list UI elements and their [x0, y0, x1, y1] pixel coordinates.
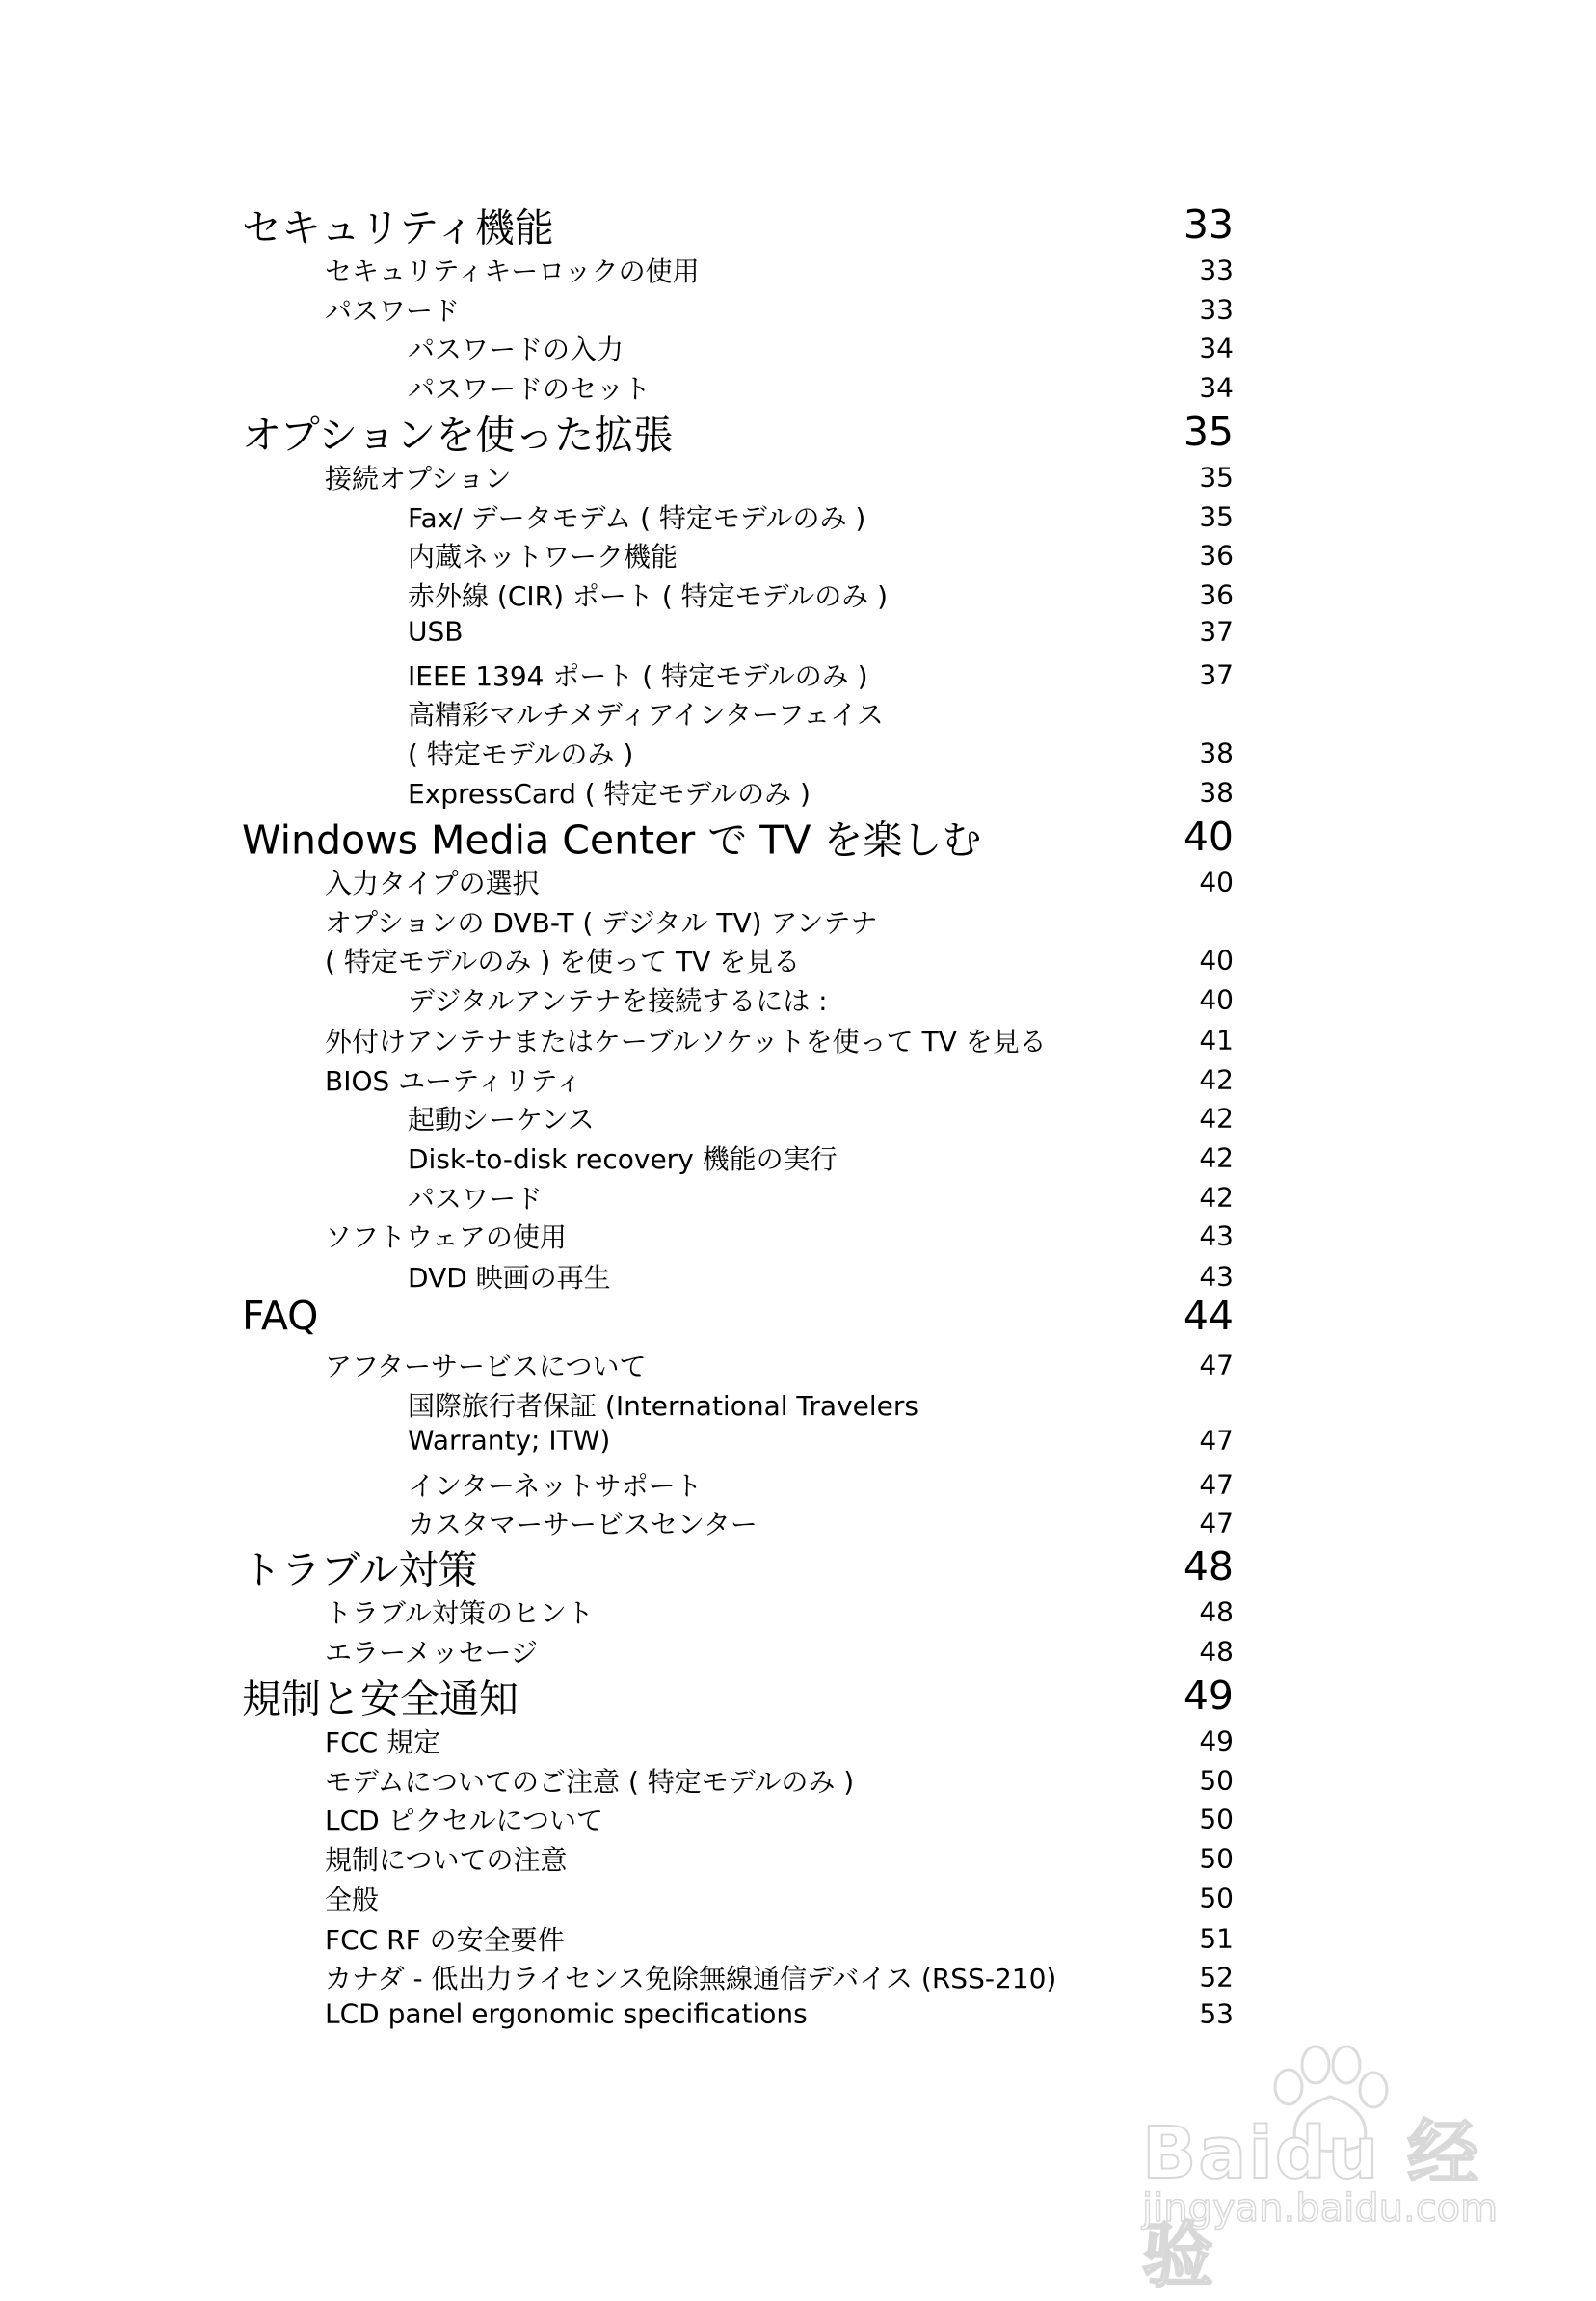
toc-page-number: 33 [1183, 201, 1234, 248]
toc-entry-title: 内蔵ネットワーク機能 [408, 541, 678, 573]
toc-entry-title: ソフトウェアの使用 [325, 1221, 567, 1253]
toc-entry-title: BIOS ユーティリティ [325, 1065, 583, 1097]
toc-page-number: 35 [1199, 500, 1234, 533]
toc-entry-title: パスワードのセット [408, 373, 652, 405]
toc-entry-title: Windows Media Center で TV を楽しむ [242, 816, 982, 864]
toc-page-number: 40 [1199, 866, 1234, 898]
toc-page-number: 40 [1199, 983, 1234, 1016]
toc-page-number: 41 [1199, 1024, 1234, 1057]
baidu-watermark [1132, 2044, 1537, 2297]
toc-entry-title: Disk-to-disk recovery 機能の実行 [408, 1143, 838, 1175]
toc-page-number: 48 [1199, 1595, 1234, 1628]
toc-page-number: 52 [1199, 1961, 1234, 1993]
toc-page-number: 38 [1199, 736, 1234, 769]
toc-entry-title: DVD 映画の再生 [408, 1262, 611, 1294]
toc-entry-title: パスワード [325, 295, 461, 327]
toc-page-number: 50 [1199, 1842, 1234, 1875]
toc-entry-title: カスタマーサービスセンター [408, 1509, 758, 1540]
toc-page-number: 42 [1199, 1063, 1234, 1096]
toc-entry-title: カナダ - 低出力ライセンス免除無線通信デバイス (RSS-210) [325, 1963, 1057, 1994]
toc-page-number: 50 [1199, 1882, 1234, 1914]
toc-entry-title: LCD ピクセルについて [325, 1805, 604, 1836]
toc-entry-title: デジタルアンテナを接続するには : [408, 985, 828, 1017]
toc-page-number: 38 [1199, 776, 1234, 809]
toc-page-number: 37 [1199, 658, 1234, 691]
toc-page-number: 48 [1199, 1635, 1234, 1668]
toc-page-number: 47 [1199, 1507, 1234, 1539]
toc-page-number: 36 [1199, 578, 1234, 611]
toc-entry-title: 全般 [325, 1884, 380, 1915]
toc-page-number: 43 [1199, 1260, 1234, 1293]
toc-page-number: 35 [1199, 461, 1234, 494]
toc-entry-title: セキュリティキーロックの使用 [325, 255, 700, 287]
toc-entry-title: モデムについてのご注意 ( 特定モデルのみ ) [325, 1766, 855, 1798]
toc-entry-title: セキュリティ機能 [242, 204, 554, 252]
toc-entry-title: パスワードの入力 [408, 334, 625, 365]
toc-page-number: 50 [1199, 1803, 1234, 1835]
toc-entry-title: FCC RF の安全要件 [325, 1924, 565, 1956]
toc-page-number: 51 [1199, 1922, 1234, 1955]
toc-page-number: 47 [1199, 1468, 1234, 1501]
toc-page-number: 40 [1199, 944, 1234, 977]
toc-entry-title: 赤外線 (CIR) ポート ( 特定モデルのみ ) [408, 580, 889, 612]
toc-page-number: 48 [1183, 1543, 1234, 1590]
toc-page-number: 49 [1183, 1672, 1234, 1719]
toc-entry-title: Warranty; ITW) [408, 1424, 611, 1457]
toc-entry-title: 国際旅行者保証 (International Travelers [408, 1390, 918, 1422]
toc-page-number: 49 [1199, 1725, 1234, 1757]
toc-page-number: 33 [1199, 293, 1234, 326]
toc-page-number: 34 [1199, 371, 1234, 404]
toc-page-number: 53 [1199, 1997, 1234, 2030]
toc-entry-title: トラブル対策 [242, 1546, 478, 1593]
toc-page-number: 33 [1199, 254, 1234, 286]
toc-entry-title: トラブル対策のヒント [325, 1597, 594, 1629]
toc-page-number: 34 [1199, 332, 1234, 364]
toc-entry-title: FAQ [242, 1293, 319, 1339]
toc-entry-title: ( 特定モデルのみ ) を使って TV を見る [325, 946, 801, 977]
toc-entry-title: IEEE 1394 ポート ( 特定モデルのみ ) [408, 660, 868, 692]
toc-entry-title: パスワード [408, 1183, 544, 1215]
toc-page-number: 47 [1199, 1424, 1234, 1457]
toc-page-number: 47 [1199, 1349, 1234, 1381]
toc-entry-title: 規制と安全通知 [242, 1675, 519, 1723]
toc-entry-title: ( 特定モデルのみ ) [408, 738, 634, 770]
toc-page-number: 42 [1199, 1102, 1234, 1135]
toc-page-number: 42 [1199, 1141, 1234, 1174]
toc-entry-title: USB [408, 615, 464, 648]
toc-entry-title: オプションを使った拡張 [242, 412, 674, 459]
toc-entry-title: 接続オプション [325, 463, 512, 495]
toc-entry-title: 起動シーケンス [408, 1104, 595, 1136]
toc-entry-title: エラーメッセージ [325, 1637, 538, 1669]
toc-entry-title: Fax/ データモデム ( 特定モデルのみ ) [408, 502, 866, 534]
toc-page-number: 44 [1183, 1293, 1234, 1339]
toc-page-number: 42 [1199, 1181, 1234, 1214]
toc-entry-title: 入力タイプの選択 [325, 868, 540, 899]
toc-entry-title: LCD panel ergonomic specifications [325, 1997, 808, 2030]
watermark-url: jingyan.baidu.com [1142, 2186, 1499, 2231]
toc-entry-title: FCC 規定 [325, 1726, 441, 1758]
watermark-logo-text: Baidu 经验 [1142, 2112, 1481, 2297]
toc-entry-title: オプションの DVB-T ( デジタル TV) アンテナ [325, 907, 878, 939]
toc-page-number: 40 [1183, 814, 1234, 860]
toc-entry-title: アフターサービスについて [325, 1351, 647, 1382]
toc-page-number: 50 [1199, 1764, 1234, 1797]
toc-entry-title: 高精彩マルチメディアインターフェイス [408, 699, 884, 731]
toc-entry-title: 規制についての注意 [325, 1844, 568, 1876]
toc-page-number: 43 [1199, 1219, 1234, 1252]
toc-entry-title: ExpressCard ( 特定モデルのみ ) [408, 778, 811, 810]
toc-entry-title: 外付けアンテナまたはケーブルソケットを使って TV を見る [325, 1026, 1047, 1057]
toc-page-number: 35 [1183, 409, 1234, 455]
toc-entry-title: インターネットサポート [408, 1470, 703, 1502]
toc-page-number: 36 [1199, 539, 1234, 572]
toc-page-number: 37 [1199, 615, 1234, 648]
